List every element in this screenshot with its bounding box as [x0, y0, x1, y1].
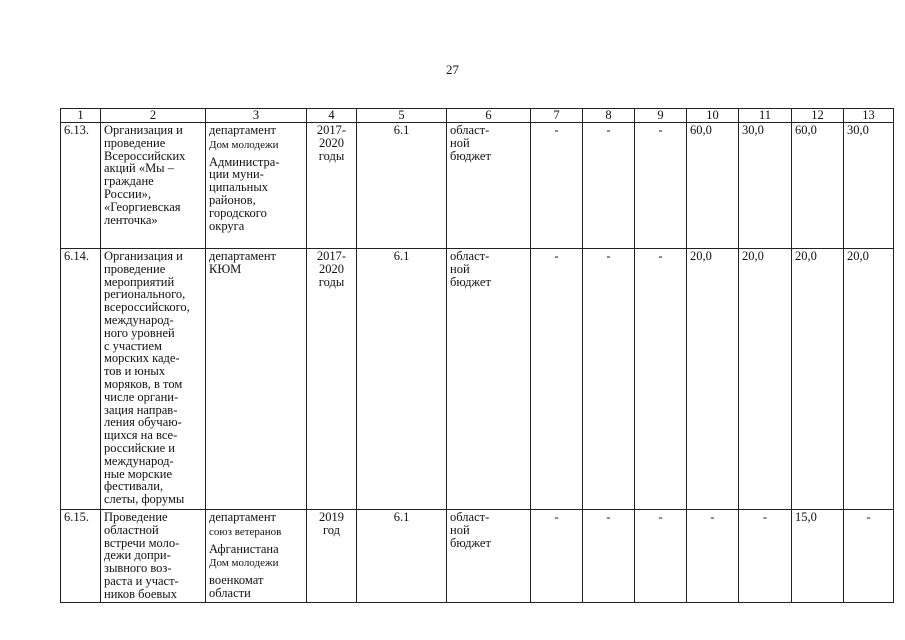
- column-number-cell: 4: [307, 109, 357, 123]
- amount-cell-c9: -: [635, 249, 687, 510]
- executor-line: городского: [209, 205, 267, 220]
- funding-source-line: ной: [450, 261, 470, 276]
- executor-line: районов,: [209, 192, 256, 207]
- activity-line: морских кадe-: [104, 351, 180, 366]
- column-number-cell: 6: [447, 109, 531, 123]
- activity-line: ления обучаю-: [104, 415, 182, 430]
- executor-cell: [206, 249, 307, 510]
- amount-cell-c12: 20,0: [792, 249, 844, 510]
- activity-cell: [101, 123, 206, 249]
- activity-line: проведение: [104, 261, 166, 276]
- activity-line: граждане: [104, 174, 154, 189]
- amount-cell-c11: -: [739, 510, 792, 603]
- funding-source-cell: [447, 510, 531, 603]
- funding-source-line: ной: [450, 135, 470, 150]
- activity-cell: [101, 510, 206, 603]
- activity-line: тов и юных: [104, 364, 166, 379]
- amount-cell-c10: -: [687, 510, 739, 603]
- amount-cell-c12: 15,0: [792, 510, 844, 603]
- activity-line: встречи моло-: [104, 535, 180, 550]
- amount-cell-c7: -: [531, 510, 583, 603]
- amount-cell-c9: -: [635, 510, 687, 603]
- activity-line: Проведение: [104, 510, 168, 524]
- table-row: [61, 249, 894, 510]
- funding-source-line: ной: [450, 522, 470, 537]
- amount-cell-c8: -: [583, 510, 635, 603]
- column-number-cell: 5: [357, 109, 447, 123]
- executor-line: области: [209, 585, 251, 600]
- executor-line: Дом молодежи: [209, 138, 279, 151]
- period-line: год: [322, 522, 341, 537]
- funding-source-cell: [447, 123, 531, 249]
- period-cell: [307, 510, 357, 603]
- activity-line: международ-: [104, 453, 174, 468]
- column-number-cell: 8: [583, 109, 635, 123]
- executor-cell: [206, 123, 307, 249]
- executor-line: Афганистана: [209, 541, 279, 556]
- amount-cell-c11: 20,0: [739, 249, 792, 510]
- activity-line: Организация и: [104, 123, 183, 137]
- funding-source-line: област-: [450, 510, 490, 524]
- activity-line: регионального,: [104, 287, 186, 302]
- activity-line: ников боевых: [104, 586, 177, 601]
- activity-line: Всероссийских: [104, 148, 186, 163]
- activity-line: мероприятий: [104, 274, 175, 289]
- table-row: [61, 510, 894, 603]
- activity-line: «Георгиевская: [104, 199, 181, 214]
- item-number-cell: 6.15.: [61, 510, 101, 603]
- amount-cell-c7: -: [531, 123, 583, 249]
- funding-source-line: бюджет: [450, 148, 491, 163]
- activity-line: с участием: [104, 338, 162, 353]
- column-number-cell: 2: [101, 109, 206, 123]
- executor-line: департамент: [209, 510, 277, 524]
- column-number-row: [61, 109, 894, 123]
- page-number: 27: [446, 62, 459, 77]
- amount-cell-c7: -: [531, 249, 583, 510]
- period-line: 2020: [319, 135, 344, 150]
- executor-line: Дом молодежи: [209, 557, 279, 570]
- activity-line: дежи допри-: [104, 548, 171, 563]
- column-number-cell: 9: [635, 109, 687, 123]
- amount-cell-c13: 20,0: [844, 249, 894, 510]
- funding-source-line: бюджет: [450, 274, 491, 289]
- activity-line: зация направ-: [104, 402, 178, 417]
- column-number-cell: 13: [844, 109, 894, 123]
- column-number-cell: 7: [531, 109, 583, 123]
- activity-line: областной: [104, 522, 159, 537]
- funding-source-cell: [447, 249, 531, 510]
- period-line: 2017-: [316, 123, 347, 137]
- column-number-cell: 11: [739, 109, 792, 123]
- activity-line: акций «Мы –: [104, 161, 174, 176]
- activity-line: моряков, в том: [104, 376, 183, 391]
- amount-cell-c10: 60,0: [687, 123, 739, 249]
- activity-line: слеты, форумы: [104, 492, 185, 507]
- item-number-cell: 6.13.: [61, 123, 101, 249]
- activity-line: зывного воз-: [104, 561, 172, 576]
- executor-line: Администра-: [209, 154, 280, 169]
- activity-line: числе органи-: [104, 389, 179, 404]
- executor-cell: [206, 510, 307, 603]
- period-line: 2019: [319, 510, 344, 524]
- period-line: 2017-: [316, 249, 347, 263]
- activity-line: щихся на все-: [104, 428, 178, 443]
- activity-line: России»,: [104, 186, 152, 201]
- executor-line: ции муни-: [209, 167, 264, 182]
- executor-line: военкомат: [209, 573, 264, 588]
- executor-line: департамент: [209, 123, 277, 137]
- program-table: [60, 108, 894, 603]
- amount-cell-c8: -: [583, 249, 635, 510]
- amount-cell-c13: -: [844, 510, 894, 603]
- activity-line: проведение: [104, 135, 166, 150]
- funding-source-line: бюджет: [450, 535, 491, 550]
- period-line: 2020: [319, 261, 344, 276]
- activity-line: международ-: [104, 312, 174, 327]
- amount-cell-c13: 30,0: [844, 123, 894, 249]
- activity-line: фестивали,: [104, 479, 164, 494]
- activity-line: Организация и: [104, 249, 183, 263]
- activity-line: раста и участ-: [104, 573, 179, 588]
- activity-line: всероссийского,: [104, 300, 190, 315]
- amount-cell-c12: 60,0: [792, 123, 844, 249]
- column-number-cell: 10: [687, 109, 739, 123]
- column-number-cell: 1: [61, 109, 101, 123]
- executor-line: КЮМ: [209, 261, 242, 276]
- column-number-cell: 3: [206, 109, 307, 123]
- code-cell: 6.1: [357, 249, 447, 510]
- amount-cell-c11: 30,0: [739, 123, 792, 249]
- period-cell: [307, 123, 357, 249]
- activity-cell: [101, 249, 206, 510]
- period-cell: [307, 249, 357, 510]
- activity-line: ленточка»: [104, 212, 158, 227]
- funding-source-line: област-: [450, 249, 490, 263]
- amount-cell-c8: -: [583, 123, 635, 249]
- amount-cell-c10: 20,0: [687, 249, 739, 510]
- executor-line: союз ветеранов: [209, 525, 282, 538]
- item-number-cell: 6.14.: [61, 249, 101, 510]
- funding-source-line: област-: [450, 123, 490, 137]
- executor-line: округа: [209, 218, 245, 233]
- table-row: [61, 123, 894, 249]
- period-line: годы: [318, 148, 345, 163]
- activity-line: ные морские: [104, 466, 173, 481]
- activity-line: ного уровней: [104, 325, 175, 340]
- code-cell: 6.1: [357, 123, 447, 249]
- activity-line: российские и: [104, 440, 175, 455]
- period-line: годы: [318, 274, 345, 289]
- executor-line: ципальных: [209, 180, 269, 195]
- code-cell: 6.1: [357, 510, 447, 603]
- column-number-cell: 12: [792, 109, 844, 123]
- amount-cell-c9: -: [635, 123, 687, 249]
- executor-line: департамент: [209, 249, 277, 263]
